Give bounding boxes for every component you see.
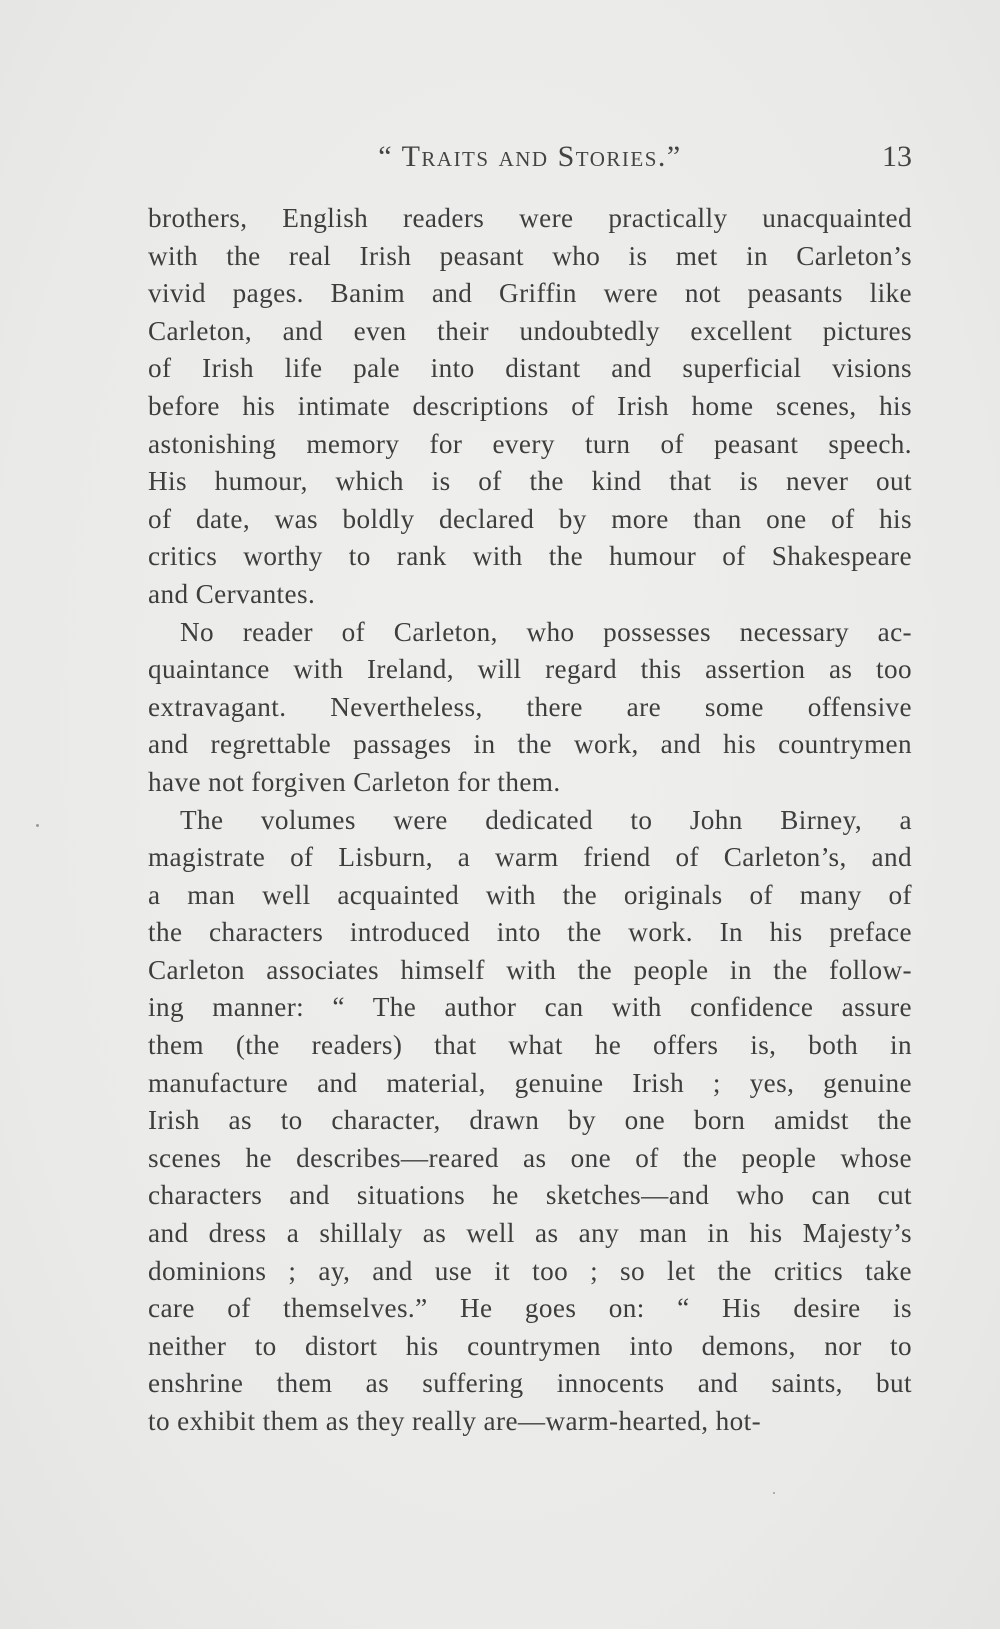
text-line: enshrine them as suffering innocents and saints, but [148,1368,912,1399]
text-line: and Cervantes. [148,578,316,609]
text-line: and regrettable passages in the work, and his countrymen [148,729,912,760]
text-line: to exhibit them as they really are—warm-hearted, hot- [148,1406,762,1436]
text-line: dominions ; ay, and use it too ; so let the critics take [148,1255,912,1286]
text-line: characters and situations he sketches—and who can cut [148,1180,912,1211]
running-head [148,140,912,180]
text-line: with the real Irish peasant who is met in Carleton’s [148,240,912,271]
text-line: have not forgiven Carleton for them. [148,766,561,797]
text-line: them (the readers) that what he offers is, both in [148,1030,912,1061]
text-line: brothers, English readers were practically unacquainted [148,203,912,233]
text-line: scenes he describes—reared as one of the people whose [148,1142,912,1173]
paragraph [148,200,912,614]
text-line: Irish as to character, drawn by one born amidst the [148,1105,912,1136]
paragraph [148,802,912,1441]
text-line: neither to distort his countrymen into demons, nor to [148,1330,912,1361]
paper-speck [36,824,39,827]
text-line: His humour, which is of the kind that is never out [148,466,912,497]
text-line: of date, was boldly declared by more than one of his [148,503,912,534]
text-line: the characters introduced into the work. In his preface [148,917,912,948]
text-line: extravagant. Nevertheless, there are some offensive [148,691,912,722]
text-line: of Irish life pale into distant and superficial visions [148,353,912,384]
text-line: The volumes were dedicated to John Birney, a [180,804,912,835]
text-line: magistrate of Lisburn, a warm friend of Carleton’s, and [148,842,912,873]
body-text [148,200,912,1441]
text-line: Carleton, and even their undoubtedly excellent pictures [148,315,912,346]
text-line: No reader of Carleton, who possesses necessary ac- [180,616,912,647]
paper-speck [773,1492,775,1494]
page-number: 13 [882,140,912,173]
paragraph [148,614,912,802]
text-line: a man well acquainted with the originals of many of [148,879,912,910]
text-line: Carleton associates himself with the people in the follow- [148,954,912,985]
running-title: “ Traits and Stories.” [378,140,682,173]
text-line: quaintance with Ireland, will regard this assertion as too [148,654,912,685]
text-line: manufacture and material, genuine Irish ; yes, genuine [148,1067,912,1098]
text-line: before his intimate descriptions of Irish home scenes, his [148,390,912,421]
text-line: care of themselves.” He goes on: “ His desire is [148,1293,912,1324]
text-line: and dress a shillaly as well as any man in his Majesty’s [148,1218,912,1249]
text-line: astonishing memory for every turn of peasant speech. [148,428,912,459]
text-line: ing manner: “ The author can with confidence assure [148,992,912,1023]
text-line: vivid pages. Banim and Griffin were not peasants like [148,278,912,309]
text-line: critics worthy to rank with the humour of Shakespeare [148,541,912,572]
